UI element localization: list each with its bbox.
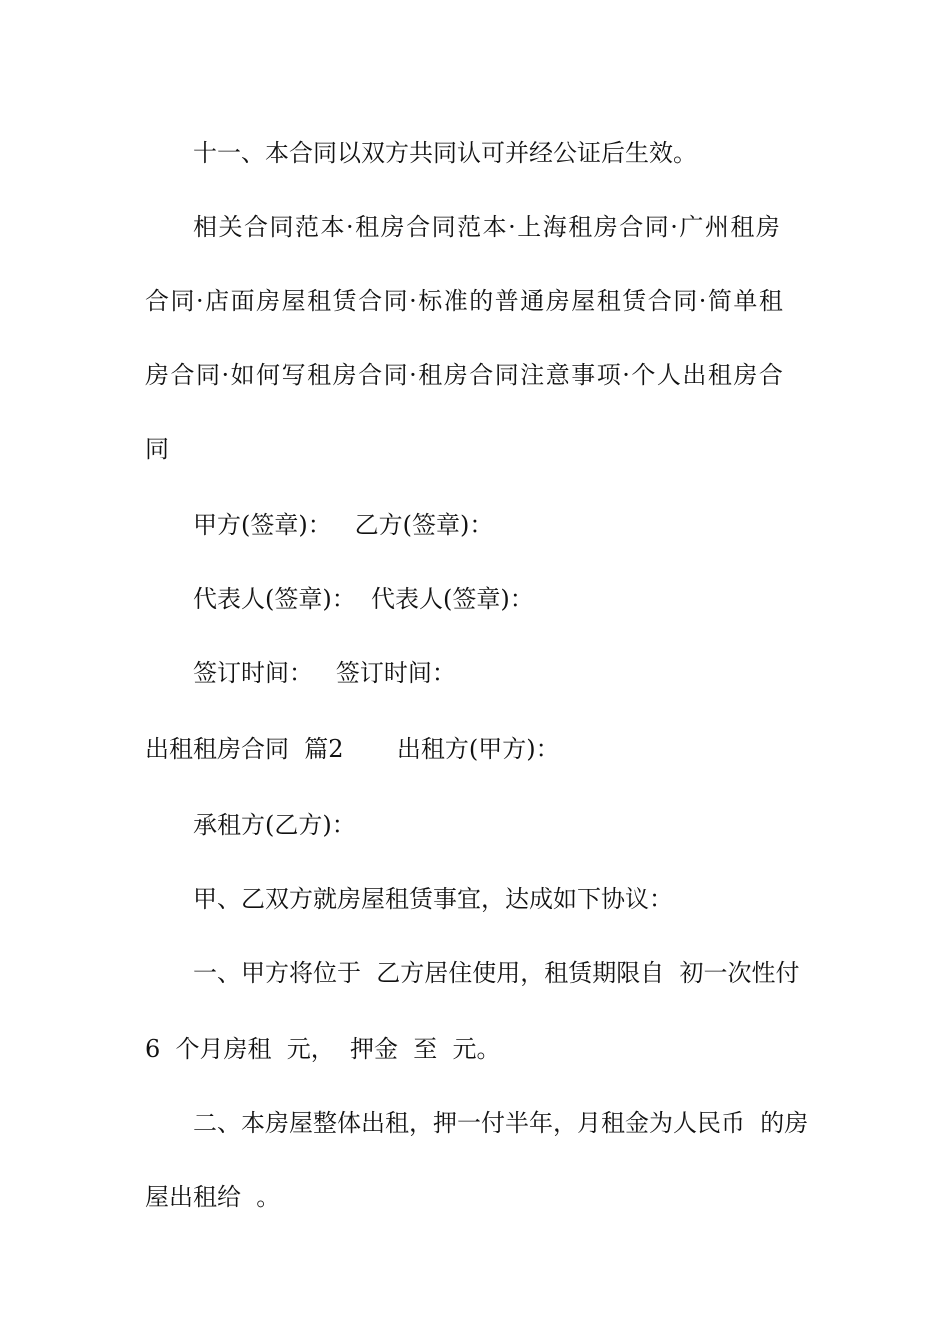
related-templates-line-3: 房合同·如何写租房合同·租房合同注意事项·个人出租房合 bbox=[145, 361, 785, 389]
clause-eleven: 十一、本合同以双方共同认可并经公证后生效。 bbox=[193, 139, 697, 167]
clause-one-line-2: 6 个月房租 元， 押金 至 元。 bbox=[145, 1035, 501, 1063]
clause-one-line-1: 一、甲方将位于 乙方居住使用，租赁期限自 初一次性付 bbox=[193, 959, 800, 987]
signature-representative-line: 代表人(签章)： 代表人(签章)： bbox=[193, 585, 534, 613]
agreement-intro: 甲、乙双方就房屋租赁事宜，达成如下协议： bbox=[193, 885, 673, 913]
lessee-line: 承租方(乙方)： bbox=[193, 811, 356, 839]
signature-party-line: 甲方(签章)： 乙方(签章)： bbox=[193, 511, 494, 539]
clause-two-line-1: 二、本房屋整体出租，押一付半年，月租金为人民币 的房 bbox=[193, 1109, 809, 1137]
signing-date-line: 签订时间： 签订时间： bbox=[193, 659, 456, 687]
clause-two-line-2: 屋出租给 。 bbox=[145, 1183, 281, 1211]
related-templates-line-4: 同 bbox=[145, 435, 169, 463]
related-templates-line-2: 合同·店面房屋租赁合同·标准的普通房屋租赁合同·简单租 bbox=[145, 287, 785, 315]
contract-two-heading: 出租租房合同 篇2 出租方(甲方)： bbox=[145, 735, 560, 763]
related-templates-line-1: 相关合同范本·租房合同范本·上海租房合同·广州租房 bbox=[193, 213, 782, 241]
